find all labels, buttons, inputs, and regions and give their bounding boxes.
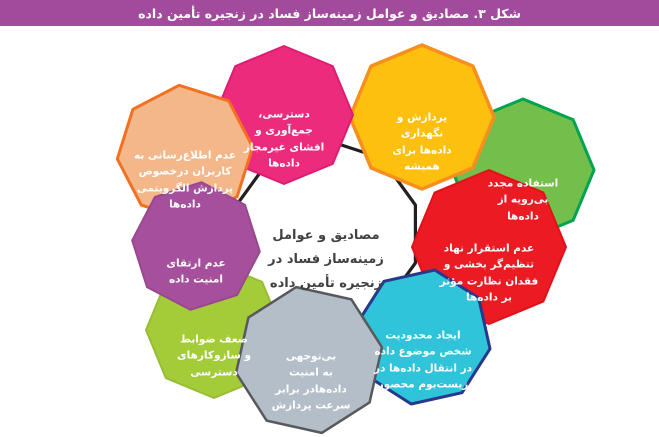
node-label-transfer-restriction: ایجاد محدودیت شخص موضوع داده در انتقال داده‌ها در زیست‌بوم محصور	[373, 329, 473, 391]
figure-title-bar	[0, 0, 659, 26]
node-label-unauthorized-access: دسترسی، جمع‌آوری و افشای غیرمجاز داده‌ها	[243, 108, 325, 170]
node-label-security-neglect: بی‌توجهی به امنیت داده‌هادر برابر سرعت پردازش	[271, 350, 351, 412]
node-label-weak-access-rules: ضعف ضوابط و سازوکارهای دسترسی	[177, 333, 251, 379]
figure-title: شکل ۳. مصادیق و عوامل زمینه‌ساز فساد در زنجیره تأمین داده	[138, 5, 521, 21]
node-label-no-regulator: عدم استقرار نهاد تنظیم‌گر بخشی و فقدان نظارت مؤثر بر داده‌ها	[439, 242, 539, 304]
node-label-excessive-reuse: استفاده مجدد بی‌رویه از داده‌ها	[487, 177, 559, 223]
node-label-no-user-notification: عدم اطلاع‌رسانی به کاربران درخصوص پردازش الگرویتمی داده‌ها	[133, 149, 237, 211]
corruption-factors-diagram	[0, 26, 659, 437]
node-label-no-security-upgrade: عدم ارتقای امنیت داده	[166, 257, 226, 286]
processing-keeping-data-forever-octagon	[350, 45, 494, 189]
node-label-processing-keeping: پردازش و نگهداری داده‌ها برای همیشه	[392, 111, 452, 173]
center-label: مصادیق و عوامل زمینه‌ساز فساد در زنجیره تأمین داده	[268, 227, 384, 292]
